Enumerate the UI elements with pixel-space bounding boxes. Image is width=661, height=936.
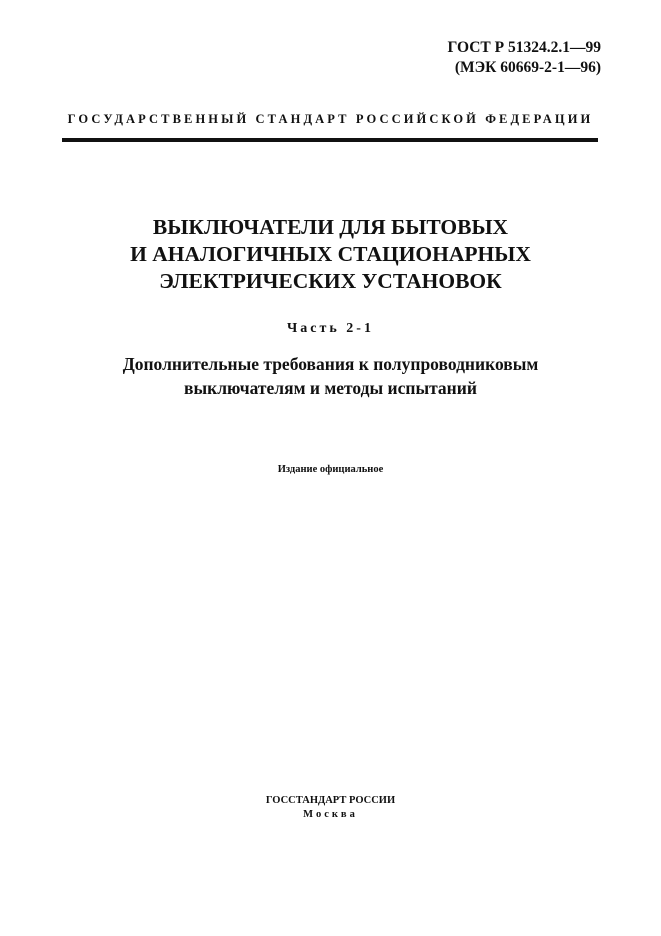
federation-label: ГОСУДАРСТВЕННЫЙ СТАНДАРТ РОССИЙСКОЙ ФЕДЕРАЦИИ <box>67 112 594 126</box>
part-label: Часть 2-1 <box>287 321 374 336</box>
document-subtitle <box>0 352 661 400</box>
subtitle-line: Дополнительные требования к полупроводниковым <box>122 354 539 374</box>
edition-label: Издание официальное <box>277 464 384 475</box>
header-divider <box>62 138 598 142</box>
standard-number: ГОСТ Р 51324.2.1—99 <box>447 39 601 56</box>
publisher-name: ГОССТАНДАРТ РОССИИ <box>265 795 396 806</box>
standard-designation <box>448 38 601 78</box>
document-title <box>0 214 661 295</box>
title-line: И АНАЛОГИЧНЫХ СТАЦИОНАРНЫХ <box>130 242 531 266</box>
title-line: ЭЛЕКТРИЧЕСКИХ УСТАНОВОК <box>159 269 502 293</box>
iec-number: (МЭК 60669-2-1—96) <box>454 59 601 76</box>
publisher-city: Москва <box>303 809 358 820</box>
publisher-block <box>0 794 661 822</box>
subtitle-line: выключателям и методы испытаний <box>184 378 477 398</box>
title-line: ВЫКЛЮЧАТЕЛИ ДЛЯ БЫТОВЫХ <box>152 215 509 239</box>
